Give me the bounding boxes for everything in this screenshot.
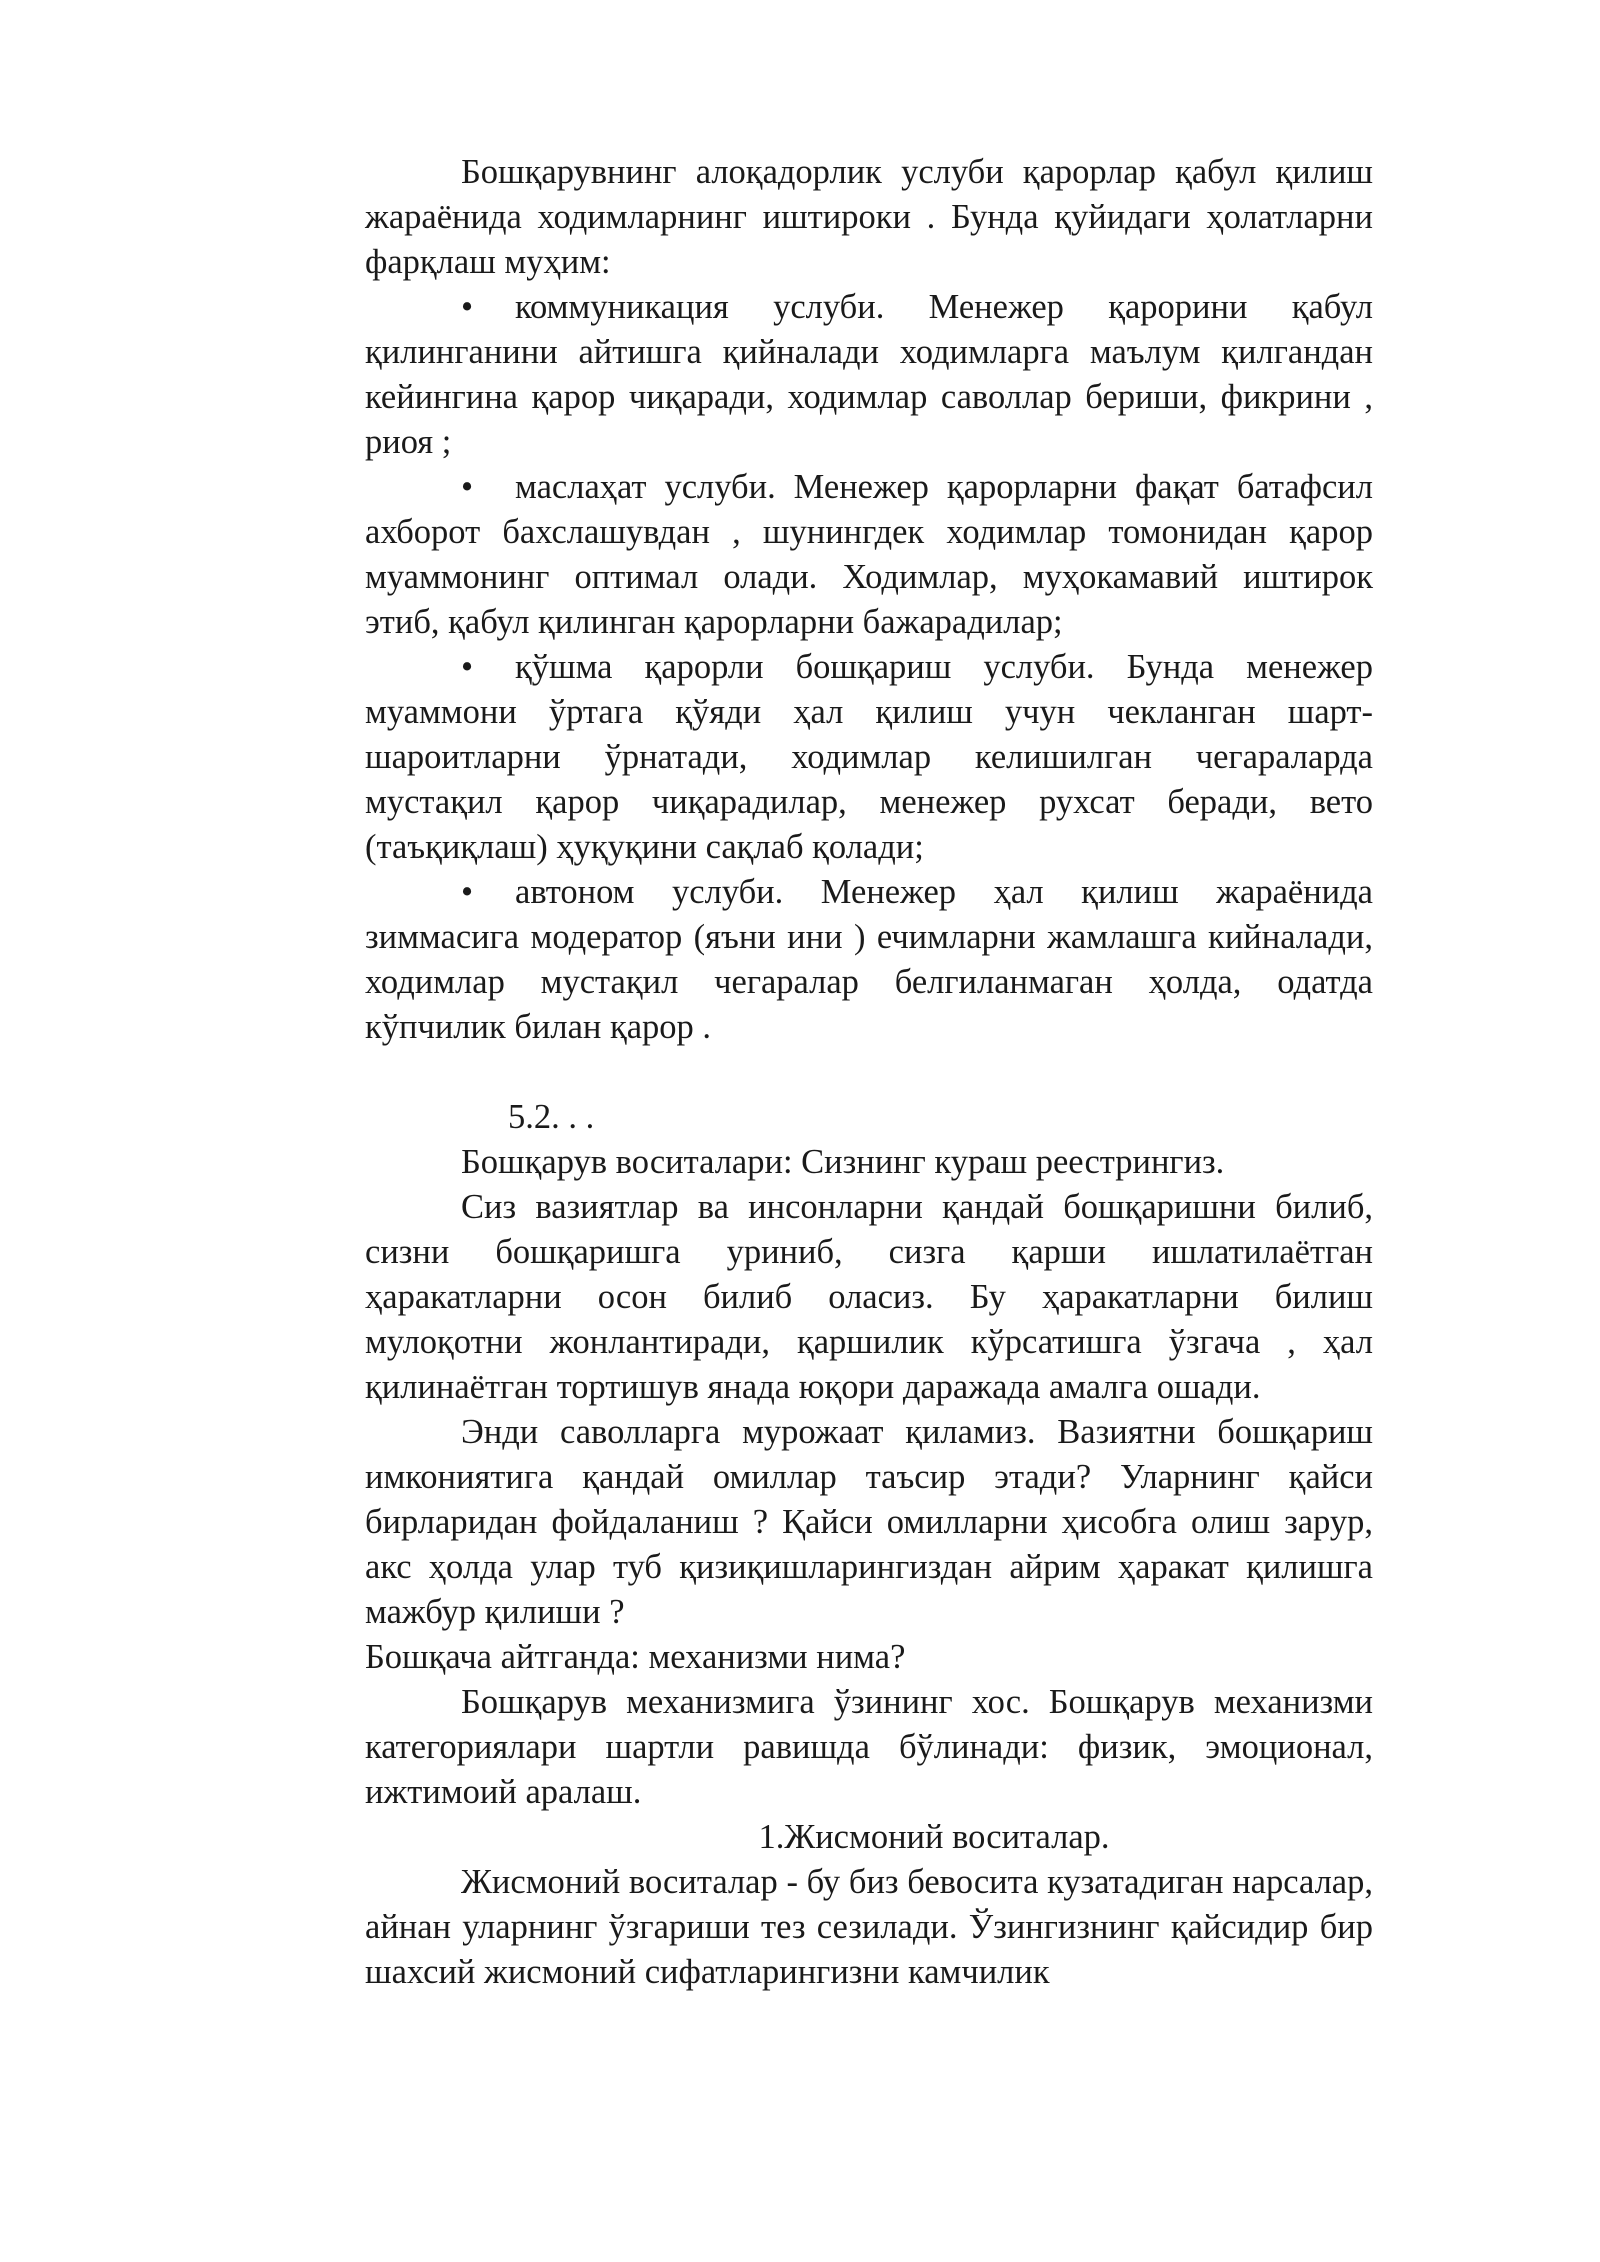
document-page xyxy=(365,150,1373,1995)
bullet-icon: • xyxy=(461,288,474,326)
intro-paragraph: Бошқарувнинг алоқадорлик услуби қарорлар қабул қилиш жараёнида ходимларнинг иштироки . Бунда қуйидаги ҳолатларни фарқлаш муҳим: xyxy=(365,153,1373,281)
bullet-item xyxy=(365,285,1373,465)
bullet-text: коммуникация услуби. Менежер қарорини қабул қилинганини айтишга қийналади ходимларга маълум қилгандан кейингина қарор чиқаради, ходимлар саволлар бериши, фикрини , риоя ; xyxy=(365,288,1373,461)
body-paragraph: Бошқарув механизмига ўзининг хос. Бошқарув механизми категориялари шартли равишда бўлинади: физик, эмоционал, ижтимоий аралаш. xyxy=(365,1683,1373,1811)
spacer xyxy=(365,1050,1373,1095)
section-title: Бошқарув воситалари: Сизнинг кураш реестрингиз. xyxy=(461,1143,1225,1181)
section-number: 5.2. . . xyxy=(508,1098,595,1136)
body-paragraph: Энди саволларга мурожаат қиламиз. Вазиятни бошқариш имкониятига қандай омиллар таъсир этади? Уларнинг қайси бирларидан фойдаланиш ? Қайси омилларни ҳисобга олиш зарур, акс ҳолда улар туб қизиқишларингиздан айрим ҳаракат қилишга мажбур қилиши ? xyxy=(365,1413,1373,1631)
bullet-item xyxy=(365,645,1373,870)
bullet-text: қўшма қарорли бошқариш услуби. Бунда менежер муаммони ўртага қўяди ҳал қилиш учун чекланган шарт-шароитларни ўрнатади, ходимлар келишилган чегараларда мустақил қарор чиқарадилар, менежер рухсат беради, вето (таъқиқлаш) ҳуқуқини сақлаб қолади; xyxy=(365,648,1373,866)
bullet-item xyxy=(365,870,1373,1050)
body-paragraph: Бошқача айтганда: механизми нима? xyxy=(365,1638,906,1676)
body-paragraph: Жисмоний воситалар - бу биз бевосита кузатадиган нарсалар, айнан уларнинг ўзгариши тез сезилади. Ўзингизнинг қайсидир бир шахсий жисмоний сифатларингизни камчилик xyxy=(365,1863,1373,1991)
subheading: 1.Жисмоний воситалар. xyxy=(758,1818,1110,1856)
bullet-text: маслаҳат услуби. Менежер қарорларни фақат батафсил ахборот бахслашувдан , шунингдек ходимлар томонидан қарор муаммонинг оптимал олади. Ходимлар, муҳокамавий иштирок этиб, қабул қилинган қарорларни бажарадилар; xyxy=(365,468,1373,641)
bullet-icon: • xyxy=(461,648,474,686)
bullet-item xyxy=(365,465,1373,645)
body-paragraph: Сиз вазиятлар ва инсонларни қандай бошқаришни билиб, сизни бошқаришга уриниб, сизга қарши ишлатилаётган ҳаракатларни осон билиб оласиз. Бу ҳаракатларни билиш мулоқотни жонлантиради, қаршилик кўрсатишга ўзгача , ҳал қилинаётган тортишув янада юқори даражада амалга ошади. xyxy=(365,1188,1373,1406)
bullet-text: автоном услуби. Менежер ҳал қилиш жараёнида зиммасига модератор (яъни ини ) ечимларни жамлашга кийналади, ходимлар мустақил чегаралар белгиланмаган ҳолда, одатда кўпчилик билан қарор . xyxy=(365,873,1373,1046)
bullet-icon: • xyxy=(461,468,474,506)
bullet-icon: • xyxy=(461,873,474,911)
